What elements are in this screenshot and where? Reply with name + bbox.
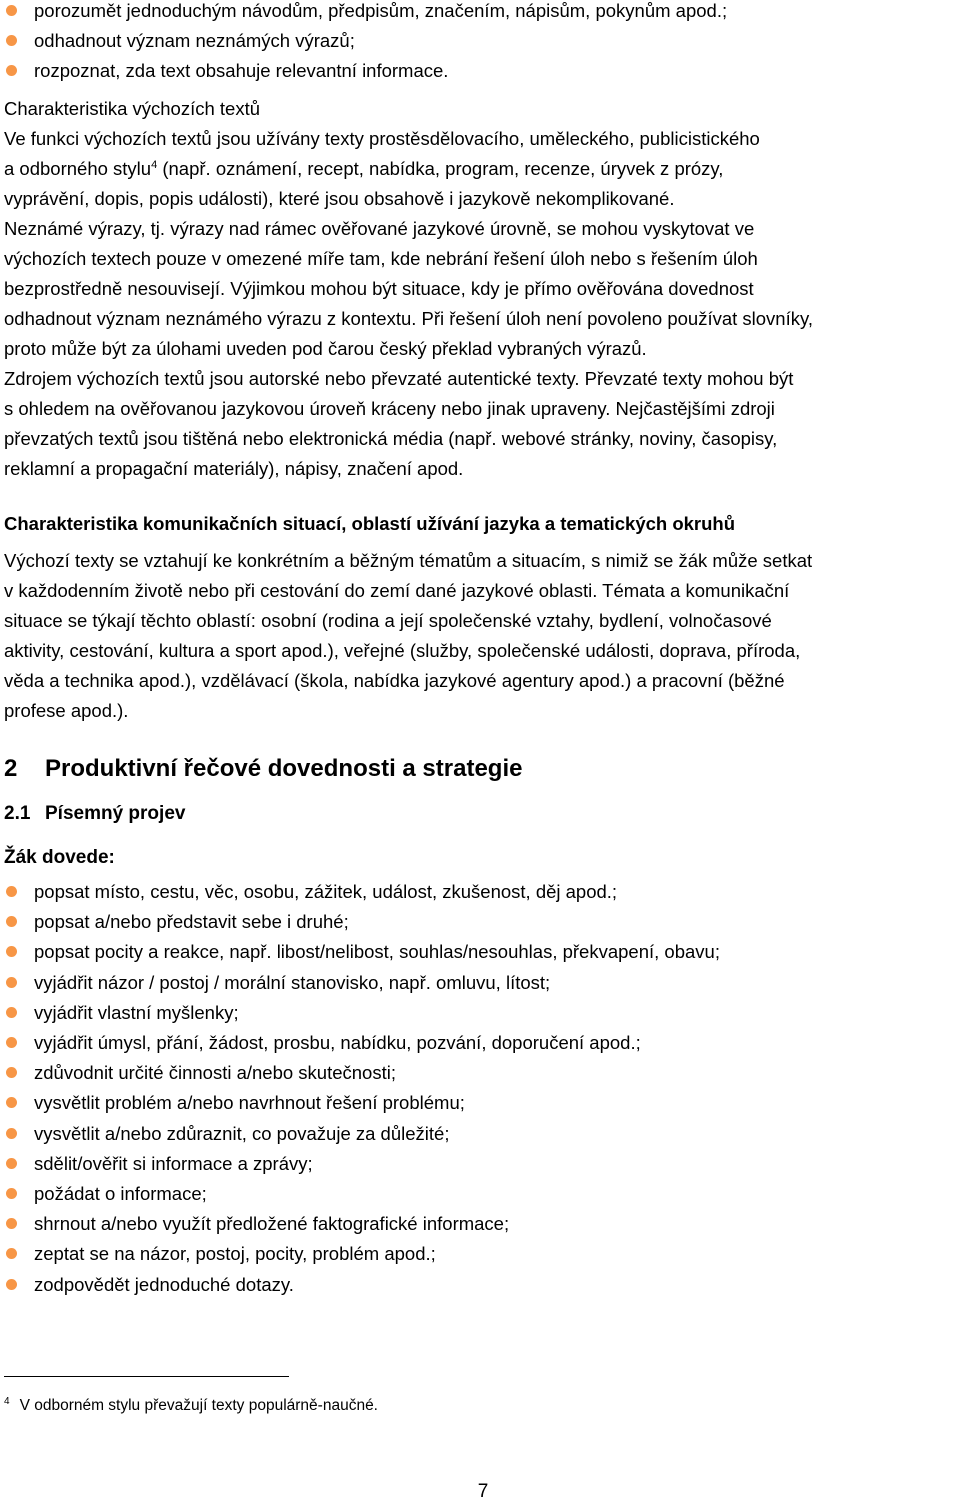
list-item (4, 877, 944, 907)
paragraph-line (4, 154, 954, 184)
paragraph-line: vyprávění, dopis, popis události), které jsou obsahově i jazykově nekomplikované. (4, 188, 675, 209)
bullet-icon (6, 65, 17, 76)
bullet-icon (6, 1037, 17, 1048)
list-item (4, 1209, 944, 1239)
list-item (4, 1270, 944, 1300)
paragraph-line: situace se týkají těchto oblastí: osobní (rodina a její společenské vztahy, bydlení, volnočasové (4, 610, 772, 631)
bullet-icon (6, 946, 17, 957)
paragraph-line: proto může být za úlohami uveden pod čarou český překlad vybraných výrazů. (4, 338, 647, 359)
list-item (4, 0, 944, 26)
list-item (4, 1149, 944, 1179)
list-item-text: popsat místo, cestu, věc, osobu, zážitek, událost, zkušenost, děj apod.; (34, 881, 618, 902)
bullet-icon (6, 1128, 17, 1139)
list-item (4, 1179, 944, 1209)
list-item-text: zeptat se na názor, postoj, pocity, problém apod.; (34, 1243, 436, 1265)
footnote-divider (4, 1376, 289, 1377)
list-item-text: zdůvodnit určité činnosti a/nebo skutečnosti; (34, 1062, 396, 1084)
list-item-text: vyjádřit vlastní myšlenky; (34, 1001, 239, 1023)
paragraph-line: profese apod.). (4, 700, 129, 721)
list-item (4, 1028, 944, 1058)
bullet-icon (6, 1097, 17, 1108)
top-bullet-list (4, 0, 944, 87)
paragraph-line: věda a technika apod.), vzdělávací (škola, nabídka jazykové agentury apod.) a pracovní (běžné (4, 670, 785, 691)
paragraph-line: Ve funkci výchozích textů jsou užívány texty prostěsdělovacího, uměleckého, publicistického (4, 128, 760, 149)
bullet-icon (6, 1158, 17, 1169)
list-item-text: vysvětlit a/nebo zdůraznit, co považuje za důležité; (34, 1122, 450, 1144)
skills-list (4, 877, 944, 1300)
paragraph-line: Neznámé výrazy, tj. výrazy nad rámec ověřované jazykové úrovně, se mohou vyskytovat ve (4, 218, 755, 239)
list-item-text: rozpoznat, zda text obsahuje relevantní informace. (34, 60, 449, 82)
list-item (4, 907, 944, 937)
list-item (4, 968, 944, 998)
bullet-icon (6, 1218, 17, 1229)
list-item-text: sdělit/ověřit si informace a zprávy; (34, 1152, 313, 1174)
paragraph-text: (např. oznámení, recept, nabídka, program, recenze, úryvek z prózy, (157, 158, 724, 179)
paragraph-line: výchozích textech pouze v omezené míře tam, kde nebrání řešení úloh nebo s řešením úloh (4, 248, 758, 269)
paragraph-line: bezprostředně nesouvisejí. Výjimkou mohou být situace, kdy je přímo ověřována dovednost (4, 278, 754, 299)
bullet-icon (6, 35, 17, 46)
list-item (4, 1119, 944, 1149)
bullet-icon (6, 977, 17, 988)
list-item (4, 1088, 944, 1118)
section-title: Produktivní řečové dovednosti a strategie (45, 755, 523, 782)
paragraph-line: aktivity, cestování, kultura a sport apod.), veřejné (služby, společenské události, doprava, příroda, (4, 640, 801, 661)
bullet-icon (6, 1067, 17, 1078)
section-number: 2 (4, 755, 18, 782)
bullet-icon (6, 886, 17, 897)
bullet-icon (6, 1248, 17, 1259)
paragraph-line: Zdrojem výchozích textů jsou autorské nebo převzaté autentické texty. Převzaté texty mohou být (4, 368, 794, 389)
list-item-text: požádat o informace; (34, 1183, 207, 1205)
list-item-text: odhadnout význam neznámých výrazů; (34, 30, 355, 52)
paragraph-line: s ohledem na ověřovanou jazykovou úroveň kráceny nebo jinak upraveny. Nejčastějšími zdroji (4, 398, 775, 419)
bullet-icon (6, 1279, 17, 1290)
list-item-text: vysvětlit problém a/nebo navrhnout řešení problému; (34, 1092, 465, 1114)
list-item (4, 26, 944, 56)
bullet-icon (6, 1007, 17, 1018)
list-item (4, 1239, 944, 1269)
paragraph-line: Výchozí texty se vztahují ke konkrétním a běžným tématům a situacím, s nimiž se žák může setkat (4, 550, 813, 571)
communication-paragraph (4, 546, 959, 726)
list-item-text: zodpovědět jednoduché dotazy. (34, 1273, 294, 1295)
footnote-text: V odborném stylu převažují texty populárně-naučné. (19, 1397, 378, 1415)
subsection-title: Písemný projev (45, 803, 186, 824)
list-item-text: vyjádřit názor / postoj / morální stanovisko, např. omluvu, lítost; (34, 971, 551, 993)
list-item-text: vyjádřit úmysl, přání, žádost, prosbu, nabídku, pozvání, doporučení apod.; (34, 1032, 641, 1054)
list-item (4, 937, 944, 967)
footnote-reference[interactable]: 4 (151, 158, 158, 171)
communication-heading: Charakteristika komunikačních situací, oblastí užívání jazyka a tematických okruhů (4, 513, 736, 534)
list-item-text: shrnout a/nebo využít předložené faktografické informace; (34, 1213, 510, 1235)
section-heading (4, 750, 522, 788)
list-item (4, 998, 944, 1028)
source-texts-heading: Charakteristika výchozích textů (4, 98, 261, 119)
skills-heading: Žák dovede: (4, 847, 115, 868)
list-item (4, 1058, 944, 1088)
list-item (4, 56, 944, 86)
paragraph-line: v každodenním životě nebo při cestování do zemí dané jazykové oblasti. Témata a komunikační (4, 580, 790, 601)
list-item-text: popsat a/nebo představit sebe i druhé; (34, 911, 349, 933)
bullet-icon (6, 1188, 17, 1199)
paragraph-line: reklamní a propagační materiály), nápisy, značení apod. (4, 458, 464, 479)
paragraph-text: a odborného stylu (4, 158, 152, 179)
paragraph-line: odhadnout význam neznámého výrazu z kontextu. Při řešení úloh není povoleno používat slovníky, (4, 308, 813, 329)
list-item-text: porozumět jednoduchým návodům, předpisům, značením, nápisům, pokynům apod.; (34, 0, 728, 21)
footnote (4, 1390, 378, 1418)
paragraph-line: převzatých textů jsou tištěná nebo elektronická média (např. webové stránky, noviny, časopisy, (4, 428, 778, 449)
list-item-text: popsat pocity a reakce, např. libost/nelibost, souhlas/nesouhlas, překvapení, obavu; (34, 941, 720, 963)
bullet-icon (6, 5, 17, 16)
source-texts-section (4, 94, 954, 484)
subsection-heading (4, 798, 185, 830)
footnote-number: 4 (4, 1396, 10, 1407)
page-number: 7 (477, 1481, 489, 1502)
bullet-icon (6, 916, 17, 927)
subsection-number: 2.1 (4, 803, 31, 824)
